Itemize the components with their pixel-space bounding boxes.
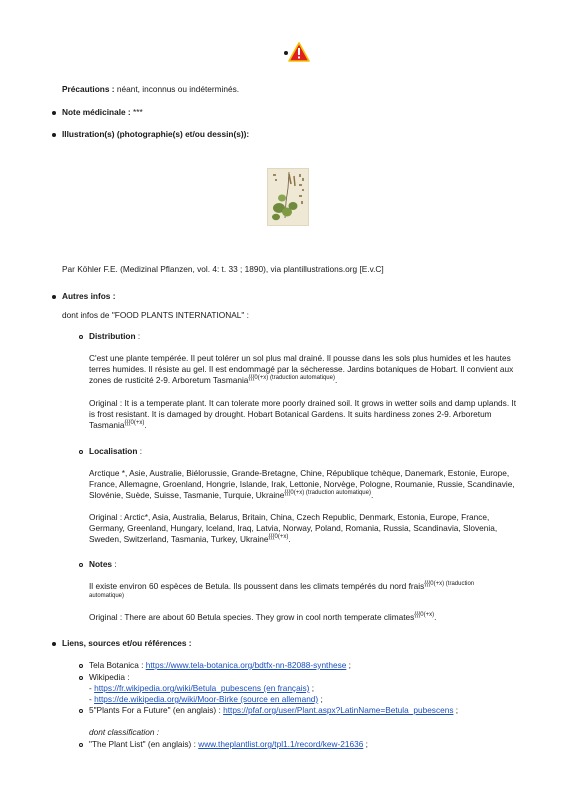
distribution-en-line: Original : It is a temperate plant. It can tolerate more poorly drained soil. It grows in wetter soils and damp uplands. It [89, 398, 517, 408]
notes-en-text: Original : There are about 60 Betula species. They grow in cool north temperate climates [89, 612, 415, 622]
illustration-heading-text: Illustration(s) (photographie(s) et/ou dessin(s)): [62, 129, 250, 139]
citation-sup: {{{0(+x) (traduction [424, 581, 475, 587]
precautions-value: néant, inconnus ou indéterminés. [114, 84, 240, 94]
wiki-de-prefix: - [89, 694, 95, 704]
citation-sup: {{{0(+x) (traduction automatique) [284, 490, 371, 496]
distribution-sep: : [135, 331, 141, 341]
illustration-heading [62, 129, 249, 140]
sublist-bullet [79, 335, 83, 339]
note-medicinale-value: *** [130, 107, 143, 117]
localisation-en [89, 512, 539, 545]
tela-line [89, 660, 351, 671]
botanical-illustration[interactable] [267, 168, 309, 226]
distribution-en-line [89, 420, 539, 431]
notes-heading [89, 559, 117, 570]
localisation-fr-line: France, Allemagne, Groenland, Hongrie, Islande, Irak, Lettonie, Norvège, Pologne, Roumanie, Russie, Scandinavie, [89, 479, 515, 489]
wiki-de-line [89, 694, 323, 705]
distribution-fr-line: C'est une plante tempérée. Il peut tolérer un sol plus mal drainé. Il pousse dans les sols plus humides et les hautes [89, 353, 511, 363]
autres-infos-heading-text: Autres infos : [62, 291, 116, 301]
wiki-fr-suffix: ; [309, 683, 315, 693]
note-medicinale-label: Note médicinale : [62, 107, 131, 117]
notes-fr-text: Il existe environ 60 espèces de Betula. Ils poussent dans les climats tempérés du nord frais [89, 581, 425, 591]
precautions-line [62, 84, 239, 95]
notes-fr [89, 581, 539, 600]
citation-sup: {{{0(+x) [268, 534, 289, 540]
sublist-bullet [79, 743, 83, 747]
localisation-en-line: Germany, Greenland, Hungary, Iceland, Iraq, Latvia, Norway, Poland, Romania, Russia, Scandinavia, Slovenia, [89, 523, 498, 533]
notes-en-line [89, 612, 539, 623]
pfaf-prefix: 5"Plants For a Future" (en anglais) : [89, 705, 224, 715]
distribution-en-text: Tasmania [89, 420, 125, 430]
localisation-sep: : [137, 446, 143, 456]
pfaf-link[interactable]: https://pfaf.org/user/Plant.aspx?LatinName=Betula_pubescens [223, 705, 454, 715]
notes-en [89, 612, 539, 623]
list-bullet [52, 111, 56, 115]
distribution-heading [89, 331, 140, 342]
notes-label: Notes [89, 559, 113, 569]
distribution-fr-line [89, 375, 539, 386]
sublist-bullet [79, 450, 83, 454]
distribution-fr-text: zones de rusticité 2-9. Arboretum Tasmania [89, 375, 249, 385]
wiki-fr-line [89, 683, 314, 694]
autres-infos-heading [62, 291, 115, 302]
precautions-label: Précautions : [62, 84, 115, 94]
localisation-en-line: Original : Arctic*, Asia, Australia, Belarus, Britain, China, Czech Republic, Denmark, Estonia, Europe, France, [89, 512, 490, 522]
sublist-bullet [79, 563, 83, 567]
wiki-de-link[interactable]: https://de.wikipedia.org/wiki/Moor-Birke (source en allemand) [94, 694, 319, 704]
citation-sup: {{{0(+x) [124, 420, 145, 426]
sublist-bullet [79, 709, 83, 713]
autres-infos-intro: dont infos de "FOOD PLANTS INTERNATIONAL" : [62, 310, 249, 320]
citation-sup: {{{0(+x) [414, 612, 435, 618]
localisation-fr-line: Arctique *, Asie, Australie, Biélorussie, Grande-Bretagne, Chine, République tchèque, Danemark, Estonie, Europe, [89, 468, 510, 478]
list-bullet [52, 642, 56, 646]
tpl-prefix: "The Plant List" (en anglais) : [89, 739, 199, 749]
list-bullet [52, 295, 56, 299]
period: . [288, 534, 291, 544]
dont-classification: dont classification : [89, 727, 160, 737]
pfaf-line [89, 705, 458, 716]
tela-link[interactable]: https://www.tela-botanica.org/bdtfx-nn-82088-synthese [145, 660, 347, 670]
localisation-en-line [89, 534, 539, 545]
distribution-fr [89, 353, 539, 386]
wiki-fr-prefix: - [89, 683, 95, 693]
tpl-link[interactable]: www.theplantlist.org/tpl1.1/record/kew-21636 [198, 739, 364, 749]
tela-suffix: ; [346, 660, 351, 670]
notes-fr-line [89, 581, 539, 592]
liens-heading-text: Liens, sources et/ou références : [62, 638, 192, 648]
distribution-en-line: is frost resistant. It is damaged by drought. Hobart Botanical Gardens. It suits hardiness zones 2-9. Arboretum [89, 409, 492, 419]
distribution-en [89, 398, 539, 431]
notes-fr-line [89, 592, 539, 600]
distribution-label: Distribution [89, 331, 136, 341]
citation-sup-cont: automatique) [89, 593, 125, 599]
tela-prefix: Tela Botanica : [89, 660, 146, 670]
illustration-credit: Par Köhler F.E. (Medizinal Pflanzen, vol. 4: t. 33 ; 1890), via plantillustrations.org [E.v.C] [62, 264, 384, 274]
sublist-bullet [79, 676, 83, 680]
period: . [370, 490, 374, 500]
period: . [334, 375, 338, 385]
localisation-heading [89, 446, 142, 457]
wiki-label: Wikipedia : [89, 672, 130, 682]
localisation-fr [89, 468, 539, 501]
note-medicinale-line [62, 107, 143, 118]
distribution-fr-line: terres humides. Il résiste au gel. Il est endommagé par la sécheresse. Jardins botaniques de Hobart. Il convient aux [89, 364, 514, 374]
period: . [144, 420, 147, 430]
tpl-suffix: ; [363, 739, 368, 749]
wiki-fr-link[interactable]: https://fr.wikipedia.org/wiki/Betula_pubescens (en français) [94, 683, 310, 693]
warning-icon [288, 42, 310, 62]
localisation-label: Localisation [89, 446, 138, 456]
localisation-fr-text: Slovénie, Suède, Suisse, Tasmanie, Turquie, Ukraine [89, 490, 285, 500]
tpl-line [89, 739, 368, 750]
sublist-bullet [79, 664, 83, 668]
notes-sep: : [112, 559, 117, 569]
citation-sup: {{{0(+x) (traduction automatique) [248, 375, 335, 381]
period: . [434, 612, 437, 622]
wiki-de-suffix: ; [318, 694, 323, 704]
liens-heading [62, 638, 192, 649]
pfaf-suffix: ; [453, 705, 459, 715]
localisation-en-text: Sweden, Switzerland, Tasmania, Turkey, Ukraine [89, 534, 269, 544]
localisation-fr-line [89, 490, 539, 501]
list-bullet [52, 133, 56, 137]
